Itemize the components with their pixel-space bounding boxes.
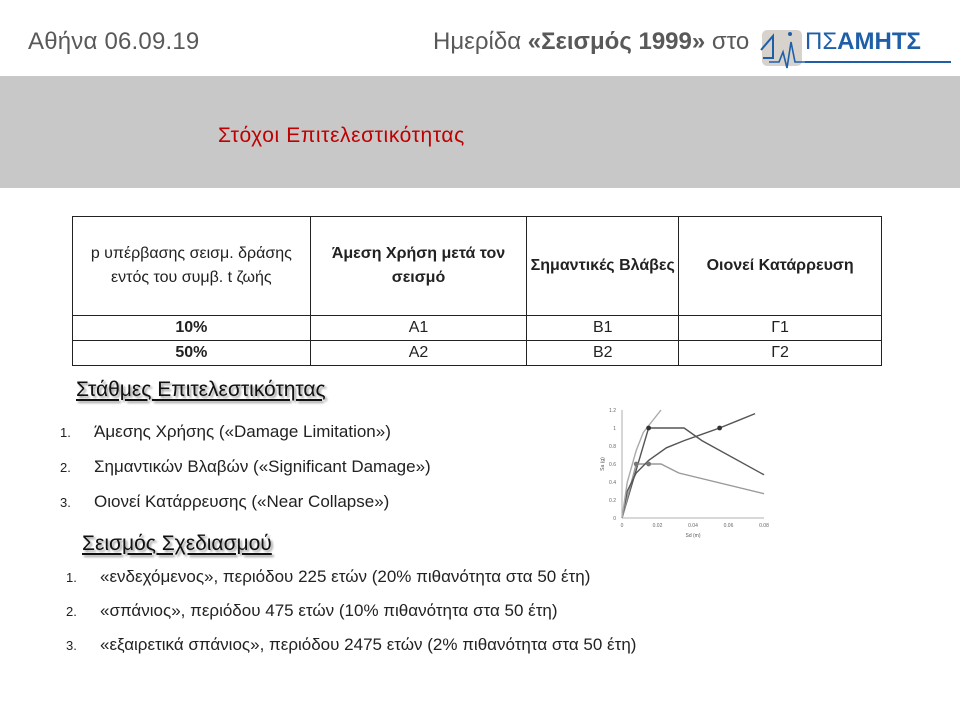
table-cell: Α1	[310, 316, 527, 341]
series-line-3	[622, 414, 755, 518]
design-earthquake-list	[66, 565, 636, 667]
performance-levels-list	[60, 420, 431, 525]
event-suffix: στο	[711, 28, 750, 55]
list-text: Σημαντικών Βλαβών («Significant Damage»)	[94, 457, 431, 476]
performance-objectives-table	[72, 216, 882, 366]
list-number: 2.	[66, 604, 77, 619]
table-header-significant-damage: Σημαντικές Βλάβες	[527, 217, 679, 316]
event-prefix: Ημερίδα	[433, 28, 522, 55]
x-tick-label: 0.04	[688, 523, 698, 529]
x-tick-label: 0	[620, 523, 624, 529]
x-axis-label: Sd (m)	[685, 533, 701, 539]
section-title-design-earthquake: Σεισμός Σχεδιασμού	[82, 532, 272, 555]
header-event	[433, 28, 749, 56]
logo-text	[805, 28, 921, 56]
list-number: 1.	[66, 570, 77, 585]
y-axis-label: Sa (g)	[600, 457, 606, 471]
series-line-1	[622, 428, 764, 518]
list-item	[60, 420, 431, 455]
y-tick-label: 0.6	[609, 462, 616, 468]
series-line-2	[622, 464, 764, 518]
intersection-point	[634, 462, 639, 467]
list-text: «εξαιρετικά σπάνιος», περιόδου 2475 ετών (2% πιθανότητα στα 50 έτη)	[100, 635, 637, 654]
list-text: Άμεσης Χρήσης («Damage Limitation»)	[94, 422, 391, 441]
list-item	[60, 490, 431, 525]
y-tick-label: 0	[613, 516, 616, 522]
event-name: «Σεισμός 1999»	[527, 28, 706, 55]
table-cell: Β2	[527, 341, 679, 366]
list-item	[60, 455, 431, 490]
y-tick-label: 0.8	[609, 444, 616, 450]
table-row	[73, 341, 882, 366]
table-header-row	[73, 217, 882, 316]
intersection-point	[646, 426, 651, 431]
table-cell: Β1	[527, 316, 679, 341]
list-text: «σπάνιος», περιόδου 475 ετών (10% πιθανότητα στα 50 έτη)	[100, 601, 558, 620]
x-tick-label: 0.02	[652, 523, 663, 529]
list-number: 3.	[66, 638, 77, 653]
list-number: 2.	[60, 460, 71, 475]
list-item	[66, 565, 636, 599]
header-date: Αθήνα 06.09.19	[28, 28, 200, 55]
y-tick-label: 0.2	[609, 498, 616, 504]
table-header-immediate-use: Άμεση Χρήση μετά τον σεισμό	[310, 217, 527, 316]
table-cell: 10%	[73, 316, 311, 341]
logo-underline	[805, 61, 951, 63]
logo-text-bold: ΑΜΗΤΣ	[837, 28, 921, 55]
y-tick-label: 1	[613, 426, 616, 432]
seismograph-logo-icon	[755, 24, 805, 72]
table-cell: Γ2	[679, 341, 882, 366]
list-number: 3.	[60, 495, 71, 510]
table-header-probability: p υπέρβασης σεισμ. δράσης εντός του συμβ. t ζωής	[73, 217, 311, 316]
list-item	[66, 633, 636, 667]
table-row	[73, 316, 882, 341]
x-tick-label: 0.08	[759, 523, 769, 529]
table-cell: Γ1	[679, 316, 882, 341]
list-text: Οιονεί Κατάρρευσης («Near Collapse»)	[94, 492, 390, 511]
page-title: Στόχοι Επιτελεστικότητας	[218, 124, 465, 147]
section-title-performance-levels: Στάθμες Επιτελεστικότητας	[76, 378, 326, 401]
title-banner	[0, 76, 960, 188]
capacity-spectrum-chart	[596, 400, 776, 540]
intersection-point	[646, 462, 651, 467]
list-text: «ενδεχόμενος», περιόδου 225 ετών (20% πιθανότητα στα 50 έτη)	[100, 567, 591, 586]
table-cell: Α2	[310, 341, 527, 366]
list-item	[66, 599, 636, 633]
table-cell: 50%	[73, 341, 311, 366]
table-header-near-collapse: Οιονεί Κατάρρευση	[679, 217, 882, 316]
x-tick-label: 0.06	[723, 523, 734, 529]
logo-text-prefix: ΠΣ	[805, 28, 838, 55]
y-tick-label: 0.4	[609, 480, 616, 486]
intersection-point	[717, 426, 722, 431]
list-number: 1.	[60, 425, 71, 440]
y-tick-label: 1.2	[609, 408, 616, 414]
